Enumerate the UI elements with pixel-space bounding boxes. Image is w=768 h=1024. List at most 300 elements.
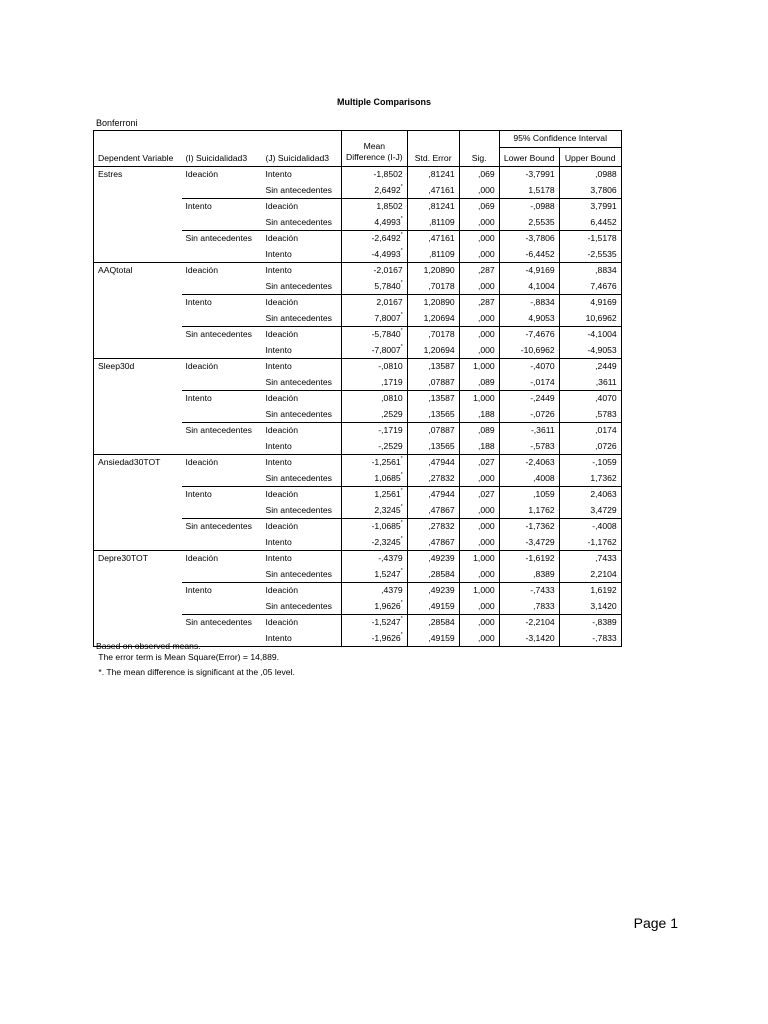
mean-difference-cell: [342, 311, 408, 327]
lower-bound-cell: -,5783: [499, 439, 559, 455]
j-group-cell: Sin antecedentes: [265, 184, 332, 195]
significance-marker: *: [400, 616, 403, 623]
j-group-cell: Intento: [265, 169, 292, 180]
table-row: [94, 263, 622, 279]
j-group-cell: Intento: [265, 536, 292, 547]
table-row: [94, 183, 622, 199]
sig-cell: ,000: [459, 279, 499, 295]
significance-marker: *: [400, 232, 403, 239]
significance-marker: *: [400, 343, 403, 350]
mean-difference-value: -,1719: [378, 425, 403, 436]
mean-difference-cell: [342, 535, 408, 551]
i-group-cell: Ideación: [182, 359, 262, 375]
dependent-variable-cell: [94, 199, 182, 215]
mean-difference-cell: [342, 167, 408, 183]
mean-difference-cell: [342, 247, 408, 263]
std-error-cell: ,13565: [407, 439, 459, 455]
std-error-cell: ,28584: [407, 567, 459, 583]
std-error-cell: ,47867: [407, 503, 459, 519]
table-row: [94, 279, 622, 295]
lower-bound-cell: -6,4452: [499, 247, 559, 263]
upper-bound-cell: 2,4063: [559, 487, 621, 503]
j-group-cell: Ideación: [262, 231, 342, 247]
std-error-cell: ,49159: [407, 599, 459, 615]
mean-difference-cell: [342, 279, 408, 295]
upper-bound-cell: ,3611: [559, 375, 621, 391]
table-row: [94, 519, 622, 535]
j-group-cell: Intento: [262, 359, 342, 375]
header-sig: Sig.: [459, 131, 499, 167]
table-row: [94, 567, 622, 583]
multiple-comparisons-table: [93, 130, 622, 647]
upper-bound-cell: 3,7991: [559, 199, 621, 215]
sig-cell: 1,000: [459, 583, 499, 599]
mean-difference-cell: [342, 583, 408, 599]
mean-difference-value: -4,4993: [371, 248, 401, 259]
std-error-cell: ,70178: [407, 327, 459, 343]
j-group-cell: Ideación: [262, 391, 342, 407]
mean-difference-value: -5,7840: [371, 329, 401, 340]
j-group-cell: Ideación: [262, 423, 342, 439]
header-mean-difference-line1: Mean: [363, 141, 386, 151]
significance-marker: *: [400, 247, 403, 254]
significance-marker: *: [400, 456, 403, 463]
header-upper-bound: Upper Bound: [559, 147, 621, 167]
i-group-cell: [182, 311, 262, 327]
j-group-cell: Ideación: [262, 199, 342, 215]
dependent-variable-cell: [94, 439, 182, 455]
header-mean-difference-line2: Difference (I-J): [346, 152, 403, 162]
significance-marker: *: [400, 215, 403, 222]
mean-difference-cell: [342, 295, 408, 311]
upper-bound-cell: 7,4676: [559, 279, 621, 295]
i-group-cell: Sin antecedentes: [182, 327, 262, 343]
mean-difference-value: -1,8502: [373, 169, 403, 180]
i-group-cell: [182, 535, 262, 551]
lower-bound-cell: -3,7991: [499, 167, 559, 183]
mean-difference-cell: [342, 631, 408, 647]
upper-bound-cell: 2,2104: [559, 567, 621, 583]
sig-cell: ,027: [459, 487, 499, 503]
lower-bound-cell: ,4008: [499, 471, 559, 487]
sig-cell: ,000: [459, 247, 499, 263]
header-mean-difference: [342, 131, 408, 167]
i-group-cell: Intento: [182, 295, 262, 311]
table-row: [94, 343, 622, 359]
lower-bound-cell: -,2449: [499, 391, 559, 407]
mean-difference-cell: [342, 471, 408, 487]
upper-bound-cell: -1,5178: [559, 231, 621, 247]
sig-cell: ,089: [459, 375, 499, 391]
lower-bound-cell: ,8389: [499, 567, 559, 583]
mean-difference-cell: [342, 343, 408, 359]
std-error-cell: ,81109: [407, 247, 459, 263]
mean-difference-cell: [342, 231, 408, 247]
j-group-cell: Sin antecedentes: [265, 216, 332, 227]
significance-marker: *: [400, 471, 403, 478]
sig-cell: ,000: [459, 183, 499, 199]
mean-difference-cell: [342, 391, 408, 407]
upper-bound-cell: 3,7806: [559, 183, 621, 199]
lower-bound-cell: -,7433: [499, 583, 559, 599]
sig-cell: ,069: [459, 199, 499, 215]
lower-bound-cell: -,8834: [499, 295, 559, 311]
dependent-variable-cell: [94, 407, 182, 423]
sig-cell: 1,000: [459, 551, 499, 567]
dependent-variable-cell: Sleep30d: [94, 359, 182, 375]
mean-difference-value: -7,8007: [371, 344, 401, 355]
std-error-cell: ,27832: [407, 519, 459, 535]
header-i-group: (I) Suicidalidad3: [185, 153, 248, 164]
mean-difference-value: -1,2561: [371, 457, 401, 468]
dependent-variable-cell: [94, 295, 182, 311]
lower-bound-cell: -10,6962: [499, 343, 559, 359]
i-group-cell: Sin antecedentes: [182, 231, 262, 247]
mean-difference-cell: [342, 407, 408, 423]
std-error-cell: 1,20694: [407, 311, 459, 327]
header-dependent-variable: Dependent Variable: [94, 131, 182, 167]
table-row: [94, 167, 622, 183]
mean-difference-value: 4,4993: [374, 216, 401, 227]
test-method-label: Bonferroni: [96, 118, 138, 128]
j-group-cell: Sin antecedentes: [265, 376, 332, 387]
header-confidence-interval: 95% Confidence Interval: [499, 131, 621, 148]
mean-difference-cell: [342, 599, 408, 615]
lower-bound-cell: -7,4676: [499, 327, 559, 343]
i-group-cell: Ideación: [182, 551, 262, 567]
upper-bound-cell: 1,7362: [559, 471, 621, 487]
mean-difference-cell: [342, 503, 408, 519]
upper-bound-cell: 4,9169: [559, 295, 621, 311]
upper-bound-cell: ,2449: [559, 359, 621, 375]
table-row: [94, 311, 622, 327]
mean-difference-value: 2,6492: [374, 184, 401, 195]
sig-cell: ,000: [459, 631, 499, 647]
mean-difference-value: -2,0167: [373, 265, 403, 276]
i-group-cell: Ideación: [185, 169, 218, 180]
header-j-group: (J) Suicidalidad3: [265, 153, 330, 164]
sig-cell: ,287: [459, 263, 499, 279]
upper-bound-cell: 3,1420: [559, 599, 621, 615]
table-row: [94, 599, 622, 615]
lower-bound-cell: -1,6192: [499, 551, 559, 567]
lower-bound-cell: 4,1004: [499, 279, 559, 295]
mean-difference-value: -,0810: [378, 361, 403, 372]
i-group-cell: Intento: [182, 199, 262, 215]
j-group-cell: Intento: [265, 344, 292, 355]
mean-difference-value: -2,6492: [371, 233, 401, 244]
sig-cell: ,000: [459, 327, 499, 343]
dependent-variable-cell: [94, 311, 182, 327]
mean-difference-value: 1,9626: [374, 600, 401, 611]
mean-difference-cell: [342, 263, 408, 279]
mean-difference-cell: [342, 487, 408, 503]
sig-cell: ,000: [459, 615, 499, 631]
mean-difference-cell: [342, 567, 408, 583]
table-row: [94, 471, 622, 487]
header-lower-bound: Lower Bound: [499, 147, 559, 167]
sig-cell: ,000: [459, 503, 499, 519]
std-error-cell: ,07887: [407, 375, 459, 391]
std-error-cell: ,47944: [407, 487, 459, 503]
sig-cell: ,287: [459, 295, 499, 311]
footnote-error-term: The error term is Mean Square(Error) = 14,889.: [96, 651, 280, 662]
std-error-cell: ,13587: [407, 359, 459, 375]
mean-difference-cell: [342, 375, 408, 391]
dependent-variable-cell: [94, 535, 182, 551]
dependent-variable-cell: [94, 471, 182, 487]
j-group-cell: Sin antecedentes: [265, 312, 332, 323]
lower-bound-cell: 1,1762: [499, 503, 559, 519]
upper-bound-cell: -1,1762: [559, 535, 621, 551]
table-body: [94, 167, 622, 647]
i-group-cell: Intento: [182, 583, 262, 599]
upper-bound-cell: 3,4729: [559, 503, 621, 519]
table-title: Multiple Comparisons: [336, 97, 431, 107]
i-group-cell: Sin antecedentes: [182, 615, 262, 631]
upper-bound-cell: ,8834: [559, 263, 621, 279]
std-error-cell: ,28584: [407, 615, 459, 631]
i-group-cell: Intento: [182, 487, 262, 503]
j-group-cell: Intento: [265, 248, 292, 259]
mean-difference-value: -1,9626: [371, 632, 401, 643]
header-std-error: Std. Error: [407, 131, 459, 167]
i-group-cell: [182, 407, 262, 423]
significance-marker: *: [400, 503, 403, 510]
i-group-cell: [182, 439, 262, 455]
page-number: Page 1: [633, 915, 678, 931]
upper-bound-cell: -,7833: [559, 631, 621, 647]
lower-bound-cell: 2,5535: [499, 215, 559, 231]
std-error-cell: ,47161: [407, 231, 459, 247]
sig-cell: ,000: [459, 215, 499, 231]
mean-difference-cell: [342, 439, 408, 455]
upper-bound-cell: 10,6962: [559, 311, 621, 327]
dependent-variable-cell: [94, 503, 182, 519]
significance-marker: *: [400, 631, 403, 638]
dependent-variable-cell: [94, 615, 182, 631]
mean-difference-value: -,4379: [378, 553, 403, 564]
table-row: [94, 215, 622, 231]
significance-marker: *: [400, 328, 403, 335]
mean-difference-value: -2,3245: [371, 536, 401, 547]
i-group-cell: Sin antecedentes: [182, 519, 262, 535]
dependent-variable-cell: [94, 583, 182, 599]
upper-bound-cell: -4,9053: [559, 343, 621, 359]
table-row: [94, 487, 622, 503]
j-group-cell: Intento: [262, 455, 342, 471]
std-error-cell: ,27832: [407, 471, 459, 487]
upper-bound-cell: ,0174: [559, 423, 621, 439]
sig-cell: 1,000: [459, 391, 499, 407]
upper-bound-cell: ,0726: [559, 439, 621, 455]
upper-bound-cell: -4,1004: [559, 327, 621, 343]
mean-difference-value: ,2529: [381, 408, 403, 419]
dependent-variable-cell: Estres: [94, 167, 182, 183]
mean-difference-value: ,1719: [381, 376, 403, 387]
table-row: [94, 583, 622, 599]
sig-cell: ,027: [459, 455, 499, 471]
table-row: [94, 615, 622, 631]
lower-bound-cell: -1,7362: [499, 519, 559, 535]
footnote-significance: *. The mean difference is significant at the ,05 level.: [96, 667, 295, 677]
std-error-cell: ,81241: [407, 167, 459, 183]
mean-difference-cell: [342, 519, 408, 535]
std-error-cell: ,49159: [407, 631, 459, 647]
dependent-variable-cell: [94, 327, 182, 343]
mean-difference-value: 5,7840: [374, 280, 401, 291]
table-row: [94, 231, 622, 247]
std-error-cell: ,07887: [407, 423, 459, 439]
dependent-variable-cell: [94, 375, 182, 391]
footnote-observed-means: Based on observed means.: [96, 641, 201, 651]
sig-cell: 1,000: [459, 359, 499, 375]
std-error-cell: ,47161: [407, 183, 459, 199]
std-error-cell: ,49239: [407, 583, 459, 599]
sig-cell: ,000: [459, 519, 499, 535]
mean-difference-value: 1,2561: [374, 489, 401, 500]
i-group-cell: [182, 183, 262, 199]
mean-difference-value: 1,5247: [374, 568, 401, 579]
upper-bound-cell: -2,5535: [559, 247, 621, 263]
sig-cell: ,000: [459, 567, 499, 583]
std-error-cell: ,47944: [407, 455, 459, 471]
j-group-cell: Sin antecedentes: [265, 504, 332, 515]
mean-difference-cell: [342, 327, 408, 343]
table-row: [94, 247, 622, 263]
lower-bound-cell: 1,5178: [499, 183, 559, 199]
i-group-cell: Ideación: [182, 263, 262, 279]
table-row: [94, 551, 622, 567]
i-group-cell: [182, 471, 262, 487]
table-row: [94, 327, 622, 343]
significance-marker: *: [400, 183, 403, 190]
j-group-cell: Ideación: [262, 583, 342, 599]
table-row: [94, 295, 622, 311]
j-group-cell: Sin antecedentes: [265, 472, 332, 483]
lower-bound-cell: ,1059: [499, 487, 559, 503]
dependent-variable-cell: [94, 231, 182, 247]
table-row: [94, 455, 622, 471]
j-group-cell: Intento: [262, 263, 342, 279]
significance-marker: *: [400, 311, 403, 318]
sig-cell: ,069: [459, 167, 499, 183]
lower-bound-cell: -,3611: [499, 423, 559, 439]
significance-marker: *: [400, 535, 403, 542]
dependent-variable-cell: [94, 215, 182, 231]
table-row: [94, 535, 622, 551]
significance-marker: *: [400, 567, 403, 574]
i-group-cell: [182, 599, 262, 615]
lower-bound-cell: -,4070: [499, 359, 559, 375]
significance-marker: *: [400, 520, 403, 527]
sig-cell: ,089: [459, 423, 499, 439]
j-group-cell: Sin antecedentes: [265, 568, 332, 579]
dependent-variable-cell: Ansiedad30TOT: [94, 455, 182, 471]
mean-difference-value: 2,3245: [374, 504, 401, 515]
j-group-cell: Ideación: [262, 615, 342, 631]
dependent-variable-cell: [94, 343, 182, 359]
std-error-cell: 1,20890: [407, 295, 459, 311]
j-group-cell: Sin antecedentes: [265, 408, 332, 419]
table-row: [94, 423, 622, 439]
dependent-variable-cell: AAQtotal: [94, 263, 182, 279]
i-group-cell: [182, 375, 262, 391]
dependent-variable-cell: [94, 183, 182, 199]
upper-bound-cell: ,5783: [559, 407, 621, 423]
lower-bound-cell: ,7833: [499, 599, 559, 615]
i-group-cell: [182, 343, 262, 359]
std-error-cell: 1,20694: [407, 343, 459, 359]
mean-difference-cell: [342, 551, 408, 567]
upper-bound-cell: -,4008: [559, 519, 621, 535]
dependent-variable-cell: [94, 391, 182, 407]
mean-difference-cell: [342, 455, 408, 471]
dependent-variable-cell: [94, 519, 182, 535]
std-error-cell: ,49239: [407, 551, 459, 567]
lower-bound-cell: -2,4063: [499, 455, 559, 471]
i-group-cell: Ideación: [182, 455, 262, 471]
mean-difference-value: 1,8502: [376, 201, 403, 212]
table-row: [94, 359, 622, 375]
j-group-cell: Sin antecedentes: [265, 600, 332, 611]
mean-difference-cell: [342, 423, 408, 439]
mean-difference-cell: [342, 199, 408, 215]
std-error-cell: ,81109: [407, 215, 459, 231]
dependent-variable-cell: [94, 423, 182, 439]
sig-cell: ,000: [459, 231, 499, 247]
mean-difference-value: -,2529: [378, 440, 403, 451]
i-group-cell: Sin antecedentes: [182, 423, 262, 439]
sig-cell: ,000: [459, 535, 499, 551]
j-group-cell: Ideación: [262, 487, 342, 503]
dependent-variable-cell: Depre30TOT: [94, 551, 182, 567]
upper-bound-cell: -,1059: [559, 455, 621, 471]
mean-difference-cell: [342, 615, 408, 631]
table-row: [94, 199, 622, 215]
j-group-cell: Intento: [262, 551, 342, 567]
sig-cell: ,188: [459, 407, 499, 423]
j-group-cell: Ideación: [262, 327, 342, 343]
upper-bound-cell: -,8389: [559, 615, 621, 631]
mean-difference-cell: [342, 183, 408, 199]
std-error-cell: ,47867: [407, 535, 459, 551]
dependent-variable-cell: [94, 247, 182, 263]
dependent-variable-cell: [94, 279, 182, 295]
mean-difference-value: ,4379: [381, 585, 403, 596]
sig-cell: ,000: [459, 343, 499, 359]
upper-bound-cell: ,7433: [559, 551, 621, 567]
std-error-cell: ,81241: [407, 199, 459, 215]
table-footnotes: [96, 640, 295, 680]
sig-cell: ,000: [459, 471, 499, 487]
mean-difference-value: -1,5247: [371, 617, 401, 628]
i-group-cell: [182, 503, 262, 519]
mean-difference-cell: [342, 215, 408, 231]
sig-cell: ,188: [459, 439, 499, 455]
table-row: [94, 439, 622, 455]
table-row: [94, 375, 622, 391]
significance-marker: *: [400, 279, 403, 286]
i-group-cell: Intento: [182, 391, 262, 407]
sig-cell: ,000: [459, 311, 499, 327]
significance-marker: *: [400, 599, 403, 606]
mean-difference-value: 1,0685: [374, 472, 401, 483]
i-group-cell: [182, 215, 262, 231]
mean-difference-value: 2,0167: [376, 297, 403, 308]
lower-bound-cell: -,0988: [499, 199, 559, 215]
lower-bound-cell: -2,2104: [499, 615, 559, 631]
